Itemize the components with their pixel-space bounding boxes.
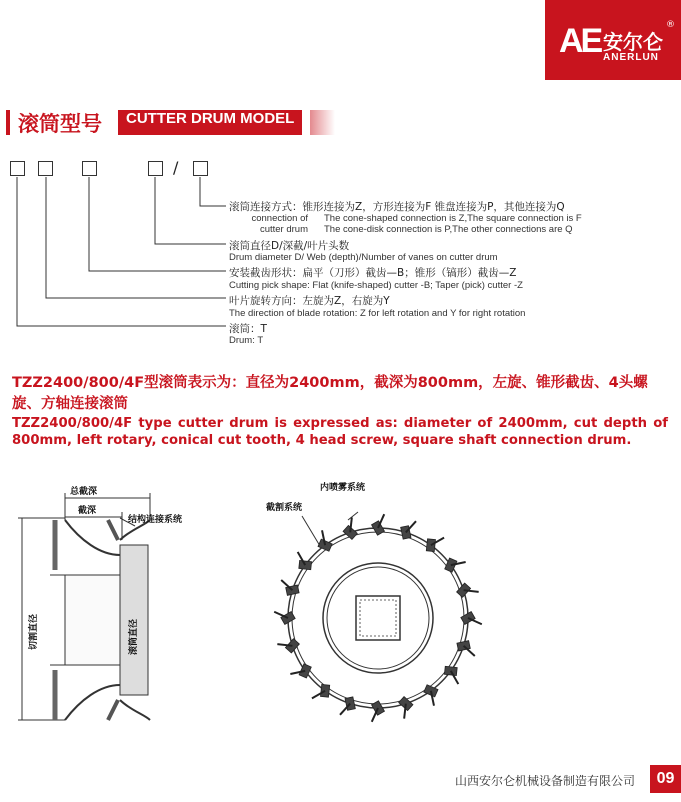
logo-en-name: ANERLUN <box>603 52 659 63</box>
drum-desc-en: Drum: T <box>229 335 264 346</box>
code-slash: / <box>173 158 179 177</box>
drum-side-view <box>10 480 230 740</box>
dimension-desc-en: Drum diameter D/ Web (depth)/Number of vanes on cutter drum <box>229 252 498 263</box>
pick-holder <box>320 684 329 697</box>
connection-desc-en: The cone-shaped connection is Z,The square connection is F The cone-disk connection is P,The other connections are Q <box>324 213 582 235</box>
example-en: TZZ2400/800/4F type cutter drum is expressed as: diameter of 2400mm, cut depth of 800mm, left rotary, conical cut tooth, 4 head screw, square shaft connection drum. <box>12 416 668 448</box>
section-title-en: CUTTER DRUM MODEL <box>118 110 302 135</box>
example-cn: TZZ2400/800/4F型滚筒表示为：直径为2400mm，截深为800mm，左旋、锥形截齿、4头螺旋、方轴连接滚筒 <box>12 375 648 412</box>
pick-holder <box>444 666 457 675</box>
pick-holder <box>426 539 435 552</box>
cut-diameter-label: 切割直径 <box>29 613 39 650</box>
connection-label-en: connection of cutter drum <box>251 213 308 235</box>
registered-icon: ® <box>666 20 675 30</box>
rotation-desc-cn: 叶片旋转方向：左旋为Z，右旋为Y <box>229 295 390 307</box>
drum-diameter-label: 滚筒直径 <box>129 618 139 655</box>
depth-label: 截深 <box>78 506 97 516</box>
spray-system-label: 内喷雾系统 <box>320 483 366 493</box>
structure-label: 结构连接系统 <box>128 515 183 525</box>
footer-company: 山西安尔仑机械设备制造有限公司 <box>455 774 636 788</box>
dimension-desc-cn: 滚筒直径D/深截/叶片头数 <box>229 240 350 252</box>
pick-desc-en: Cutting pick shape: Flat (knife-shaped) cutter -B; Taper (pick) cutter -Z <box>229 280 523 291</box>
drum-end-view <box>250 480 510 730</box>
total-depth-label: 总截深 <box>70 487 98 497</box>
cutting-system-label: 截割系统 <box>266 503 303 513</box>
section-title-cn: 滚筒型号 <box>18 112 102 136</box>
logo-mark: AE <box>559 22 601 60</box>
connection-desc-cn: 滚筒连接方式：锥形连接为Z，方形连接为F 锥盘连接为P，其他连接为Q <box>229 201 565 213</box>
logo-cn-name: 安尔仑 <box>603 30 663 54</box>
rotation-desc-en: The direction of blade rotation: Z for left rotation and Y for right rotation <box>229 308 526 319</box>
pick-holder <box>299 560 312 569</box>
drum-desc-cn: 滚筒：T <box>229 323 267 335</box>
pick-desc-cn: 安装截齿形状：扁平（刀形）截齿—B；锥形（镐形）截齿—Z <box>229 267 517 279</box>
page-number: 09 <box>650 765 681 793</box>
